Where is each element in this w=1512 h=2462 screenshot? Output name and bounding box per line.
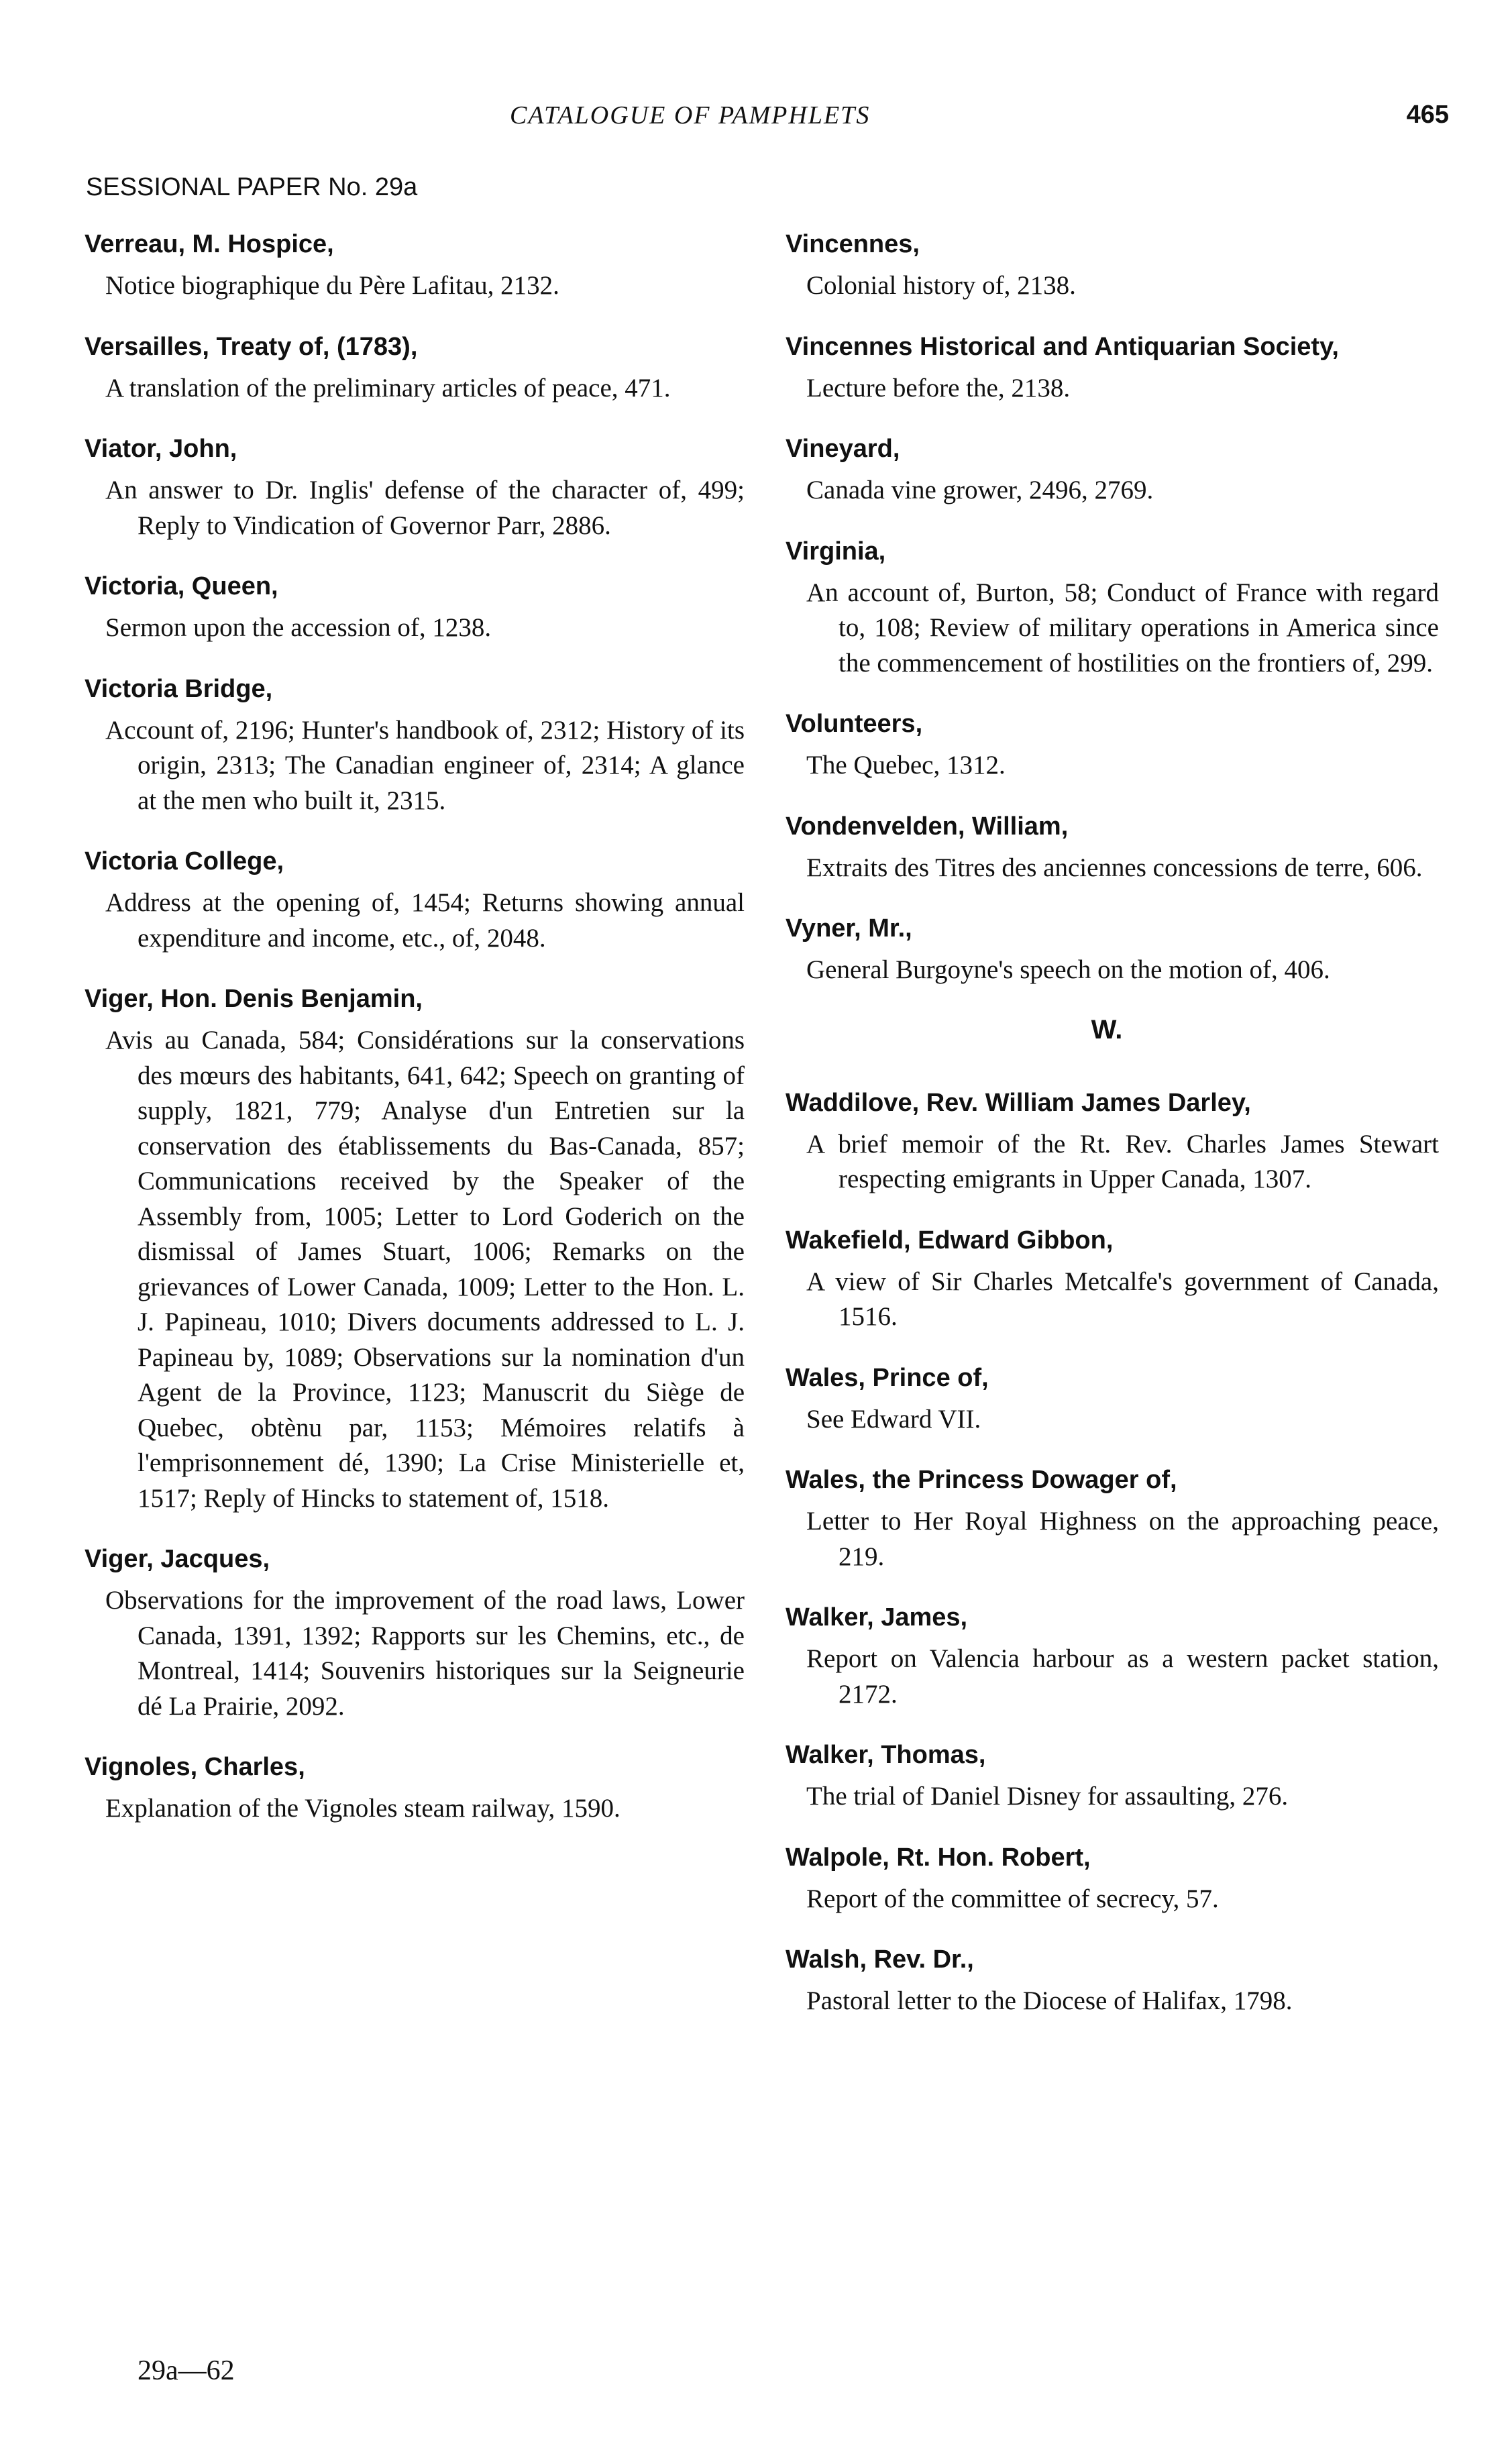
catalogue-entry: [74, 844, 745, 956]
entry-heading: Wales, the Princess Dowager of,: [786, 1466, 1177, 1494]
catalogue-entry: [74, 569, 745, 646]
catalogue-entry: [775, 1600, 1439, 1712]
catalogue-entry: [775, 1840, 1439, 1917]
catalogue-entry: [74, 431, 745, 543]
catalogue-entry: [775, 329, 1439, 407]
entry-body: Explanation of the Vignoles steam railway, 1590.: [105, 1794, 620, 1823]
catalogue-entry: [775, 431, 1439, 509]
catalogue-entry: [775, 1462, 1439, 1574]
entry-body: Avis au Canada, 584; Considérations sur la conservations des mœurs des habitants, 641, 642; Speech on granting of supply, 1821, 779; Analyse d'un Entretien sur la conservation des établissements du Bas-Canada, 857; Communications received by the Speaker of the Assembly from, 1005; Letter to Lord Goderich on the dismissal of James Stuart, 1006; Remarks on the grievances of Lower Canada, 1009; Letter to the Hon. L. J. Papineau, 1010; Divers documents addressed to L. J. Papineau by, 1089; Observations sur la nomination d'un Agent de la Province, 1123; Manuscrit du Siège de Quebec, obtènu par, 1153; Mémoires relatifs à l'emprisonnement dé, 1390; La Crise Ministerielle et, 1517; Reply of Hincks to statement of, 1518.: [105, 1026, 745, 1513]
entry-body: The Quebec, 1312.: [806, 751, 1006, 780]
entry-heading: Victoria, Queen,: [85, 572, 278, 600]
sessional-paper-label: SESSIONAL PAPER No. 29a: [86, 173, 418, 201]
entry-body: A translation of the preliminary articles of peace, 471.: [105, 373, 671, 403]
entry-body: Sermon upon the accession of, 1238.: [105, 613, 492, 642]
entry-body: Observations for the improvement of the road laws, Lower Canada, 1391, 1392; Rapports sur les Chemins, etc., de Montreal, 1414; Souvenirs historiques sur la Seigneurie dé La Prairie, 2092.: [105, 1586, 745, 1721]
catalogue-entry: [74, 227, 745, 304]
catalogue-entry: [775, 911, 1439, 988]
entry-heading: Vineyard,: [786, 435, 900, 463]
entry-heading: Waddilove, Rev. William James Darley,: [786, 1088, 1251, 1117]
entry-body: Extraits des Titres des anciennes concessions de terre, 606.: [806, 853, 1423, 882]
entry-heading: Viator, John,: [85, 435, 237, 463]
entry-body: An account of, Burton, 58; Conduct of France with regard to, 108; Review of military operations in America since the commencement of hostilities on the frontiers of, 299.: [806, 578, 1439, 678]
entry-body: Lecture before the, 2138.: [806, 373, 1071, 403]
page-header: [510, 101, 1449, 141]
catalogue-entry: [775, 1085, 1439, 1197]
entry-body: General Burgoyne's speech on the motion of, 406.: [806, 955, 1330, 984]
entry-heading: Vignoles, Charles,: [85, 1753, 305, 1781]
entry-body: The trial of Daniel Disney for assaulting, 276.: [806, 1782, 1289, 1811]
catalogue-entry: [74, 981, 745, 1516]
catalogue-entry: [775, 1942, 1439, 2019]
entry-heading: Vyner, Mr.,: [786, 914, 912, 943]
catalogue-entry: [74, 329, 745, 407]
entry-body: Pastoral letter to the Diocese of Halifax, 1798.: [806, 1986, 1293, 2015]
entry-body: Report on Valencia harbour as a western packet station, 2172.: [806, 1644, 1439, 1709]
entry-body: Account of, 2196; Hunter's handbook of, 2312; History of its origin, 2313; The Canadian engineer of, 2314; A glance at the men who built it, 2315.: [105, 715, 745, 815]
entry-heading: Victoria Bridge,: [85, 674, 273, 703]
page-signature: 29a—62: [138, 2355, 235, 2386]
entry-heading: Wakefield, Edward Gibbon,: [786, 1226, 1114, 1254]
entry-heading: Vincennes Historical and Antiquarian Society,: [786, 332, 1339, 361]
entry-heading: Viger, Jacques,: [85, 1545, 270, 1573]
entry-heading: Volunteers,: [786, 710, 923, 738]
catalogue-entry: [74, 1750, 745, 1827]
entry-heading: Vondenvelden, William,: [786, 812, 1069, 841]
catalogue-entry: [775, 1223, 1439, 1335]
catalogue-entry: [74, 1542, 745, 1724]
running-title: CATALOGUE OF PAMPHLETS: [510, 101, 871, 129]
entry-body: An answer to Dr. Inglis' defense of the character of, 499; Reply to Vindication of Governor Parr, 2886.: [105, 476, 745, 540]
entry-body: Notice biographique du Père Lafitau, 2132.: [105, 271, 559, 300]
entry-body: A brief memoir of the Rt. Rev. Charles James Stewart respecting emigrants in Upper Canada, 1307.: [806, 1129, 1439, 1193]
entry-heading: Walsh, Rev. Dr.,: [786, 1945, 974, 1974]
catalogue-entry: [775, 227, 1439, 304]
entry-heading: Victoria College,: [85, 847, 284, 875]
entry-body: See Edward VII.: [806, 1404, 981, 1434]
entry-heading: Wales, Prince of,: [786, 1363, 989, 1392]
entry-heading: Virginia,: [786, 537, 886, 566]
entry-heading: Viger, Hon. Denis Benjamin,: [85, 985, 423, 1013]
entry-heading: Vincennes,: [786, 230, 920, 258]
entry-body: Report of the committee of secrecy, 57.: [806, 1884, 1219, 1913]
entry-heading: Walker, Thomas,: [786, 1741, 986, 1769]
entry-body: Letter to Her Royal Highness on the approaching peace, 219.: [806, 1507, 1439, 1571]
page-number: 465: [1406, 101, 1449, 129]
catalogue-entry: [775, 534, 1439, 682]
entry-body: Colonial history of, 2138.: [806, 271, 1076, 300]
catalogue-entry: [74, 672, 745, 819]
catalogue-entry: [775, 1360, 1439, 1438]
entry-heading: Versailles, Treaty of, (1783),: [85, 332, 418, 361]
entry-body: Canada vine grower, 2496, 2769.: [806, 476, 1154, 504]
letter-section-heading: W.: [1091, 1014, 1123, 1045]
entry-heading: Walpole, Rt. Hon. Robert,: [786, 1843, 1091, 1872]
entry-heading: Walker, James,: [786, 1603, 968, 1631]
catalogue-entry: [775, 1737, 1439, 1815]
right-column: [775, 227, 1439, 2045]
entry-heading: Verreau, M. Hospice,: [85, 230, 334, 258]
catalogue-entry: [775, 706, 1439, 784]
entry-body: A view of Sir Charles Metcalfe's government of Canada, 1516.: [806, 1267, 1439, 1331]
left-column: [74, 227, 745, 1852]
catalogue-entry: [775, 809, 1439, 886]
entry-body: Address at the opening of, 1454; Returns showing annual expenditure and income, etc., of, 2048.: [105, 888, 745, 953]
